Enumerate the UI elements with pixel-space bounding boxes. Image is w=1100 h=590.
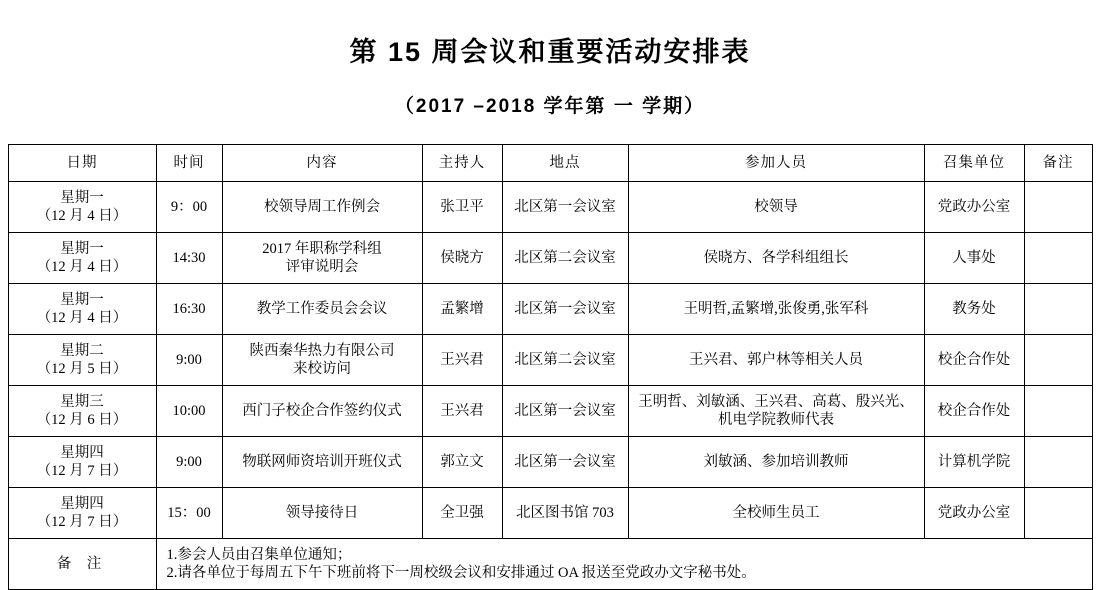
cell-content: [222, 335, 422, 386]
column-header-time: 时间: [156, 145, 222, 182]
cell-time: 16:30: [156, 284, 222, 335]
content-line-1: 物联网师资培训开班仪式: [242, 453, 402, 470]
content-line-1: 2017 年职称学科组: [262, 240, 382, 257]
cell-date: [8, 386, 156, 437]
table-row: [8, 335, 1092, 386]
content-line-1: 陕西秦华热力有限公司: [249, 342, 395, 359]
cell-date: [8, 233, 156, 284]
column-header-date: 日期: [8, 145, 156, 182]
cell-place: 北区第一会议室: [502, 386, 628, 437]
cell-remark: [1024, 335, 1092, 386]
cell-content: [222, 488, 422, 539]
cell-place: 北区图书馆 703: [502, 488, 628, 539]
cell-host: 郭立文: [422, 437, 502, 488]
cell-time: 9:00: [156, 335, 222, 386]
table-row: [8, 437, 1092, 488]
footer-note-2: 2.请各单位于每周五下午下班前将下一周校级会议和安排通过 OA 报送至党政办文字秘书处。: [166, 565, 756, 581]
cell-date: [8, 182, 156, 233]
participants-line-1: 刘敏涵、参加培训教师: [703, 453, 849, 470]
cell-place: 北区第一会议室: [502, 284, 628, 335]
cell-place: 北区第二会议室: [502, 335, 628, 386]
cell-host: 王兴君: [422, 386, 502, 437]
participants-line-2: 机电学院教师代表: [718, 412, 834, 428]
column-header-unit: 召集单位: [924, 145, 1024, 182]
cell-remark: [1024, 437, 1092, 488]
date-day: （12 月 6 日）: [36, 412, 128, 428]
footer-notes: [156, 539, 1092, 590]
table-header-row: [8, 145, 1092, 182]
cell-participants: [628, 335, 924, 386]
cell-content: [222, 233, 422, 284]
cell-host: 孟繁增: [422, 284, 502, 335]
column-header-content: 内容: [222, 145, 422, 182]
cell-participants: [628, 233, 924, 284]
date-weekday: 星期二: [60, 342, 104, 359]
cell-place: 北区第二会议室: [502, 233, 628, 284]
cell-remark: [1024, 284, 1092, 335]
content-line-2: 来校访问: [293, 361, 351, 377]
cell-unit: 党政办公室: [924, 182, 1024, 233]
cell-participants: [628, 488, 924, 539]
content-line-2: 评审说明会: [285, 259, 359, 275]
cell-unit: 校企合作处: [924, 386, 1024, 437]
table-row: [8, 284, 1092, 335]
date-weekday: 星期四: [60, 444, 104, 461]
page-subtitle: （2017 –2018 学年第 一 学期）: [394, 96, 706, 117]
cell-participants: [628, 386, 924, 437]
cell-time: 9：00: [156, 182, 222, 233]
cell-date: [8, 335, 156, 386]
page-title: 第 15 周会议和重要活动安排表: [349, 37, 751, 67]
cell-participants: [628, 284, 924, 335]
cell-unit: 校企合作处: [924, 335, 1024, 386]
cell-place: 北区第一会议室: [502, 437, 628, 488]
content-line-1: 教学工作委员会会议: [256, 300, 388, 317]
cell-remark: [1024, 233, 1092, 284]
column-header-place: 地点: [502, 145, 628, 182]
cell-participants: [628, 437, 924, 488]
cell-unit: 计算机学院: [924, 437, 1024, 488]
cell-remark: [1024, 386, 1092, 437]
content-line-1: 领导接待日: [285, 504, 359, 521]
cell-participants: [628, 182, 924, 233]
column-header-remark: 备注: [1024, 145, 1092, 182]
content-line-1: 西门子校企合作签约仪式: [242, 402, 402, 419]
participants-line-1: 王兴君、郭户林等相关人员: [689, 351, 863, 368]
column-header-host: 主持人: [422, 145, 502, 182]
schedule-table: [8, 144, 1093, 590]
participants-line-1: 校领导: [754, 198, 798, 215]
cell-host: 张卫平: [422, 182, 502, 233]
cell-time: 9:00: [156, 437, 222, 488]
date-day: （12 月 4 日）: [36, 310, 128, 326]
date-day: （12 月 7 日）: [36, 514, 128, 530]
cell-host: 侯晓方: [422, 233, 502, 284]
cell-date: [8, 437, 156, 488]
content-line-1: 校领导周工作例会: [264, 198, 380, 215]
cell-content: [222, 386, 422, 437]
table-row: [8, 182, 1092, 233]
cell-content: [222, 437, 422, 488]
cell-host: 王兴君: [422, 335, 502, 386]
cell-host: 全卫强: [422, 488, 502, 539]
date-day: （12 月 5 日）: [36, 361, 128, 377]
date-weekday: 星期一: [60, 240, 104, 257]
cell-content: [222, 182, 422, 233]
cell-unit: 教务处: [924, 284, 1024, 335]
date-weekday: 星期三: [60, 393, 104, 410]
footer-label: 备 注: [8, 539, 156, 590]
table-row: [8, 233, 1092, 284]
footer-note-1: 1.参会人员由召集单位通知；: [166, 546, 352, 563]
table-footer-row: [8, 539, 1092, 590]
cell-content: [222, 284, 422, 335]
date-weekday: 星期一: [60, 291, 104, 308]
participants-line-1: 侯晓方、各学科组组长: [703, 249, 849, 266]
date-day: （12 月 7 日）: [36, 463, 128, 479]
cell-unit: 人事处: [924, 233, 1024, 284]
cell-date: [8, 284, 156, 335]
document-page: [0, 30, 1100, 581]
column-header-participants: 参加人员: [628, 145, 924, 182]
cell-remark: [1024, 488, 1092, 539]
table-row: [8, 386, 1092, 437]
cell-remark: [1024, 182, 1092, 233]
cell-time: 15：00: [156, 488, 222, 539]
cell-place: 北区第一会议室: [502, 182, 628, 233]
date-day: （12 月 4 日）: [36, 208, 128, 224]
cell-time: 10:00: [156, 386, 222, 437]
participants-line-1: 全校师生员工: [732, 504, 820, 521]
date-weekday: 星期四: [60, 495, 104, 512]
participants-line-1: 王明哲、刘敏涵、王兴君、高葛、殷兴光、: [638, 393, 914, 410]
cell-date: [8, 488, 156, 539]
participants-line-1: 王明哲,孟繁增,张俊勇,张军科: [683, 300, 869, 317]
date-day: （12 月 4 日）: [36, 259, 128, 275]
cell-time: 14:30: [156, 233, 222, 284]
date-weekday: 星期一: [60, 189, 104, 206]
table-row: [8, 488, 1092, 539]
cell-unit: 党政办公室: [924, 488, 1024, 539]
